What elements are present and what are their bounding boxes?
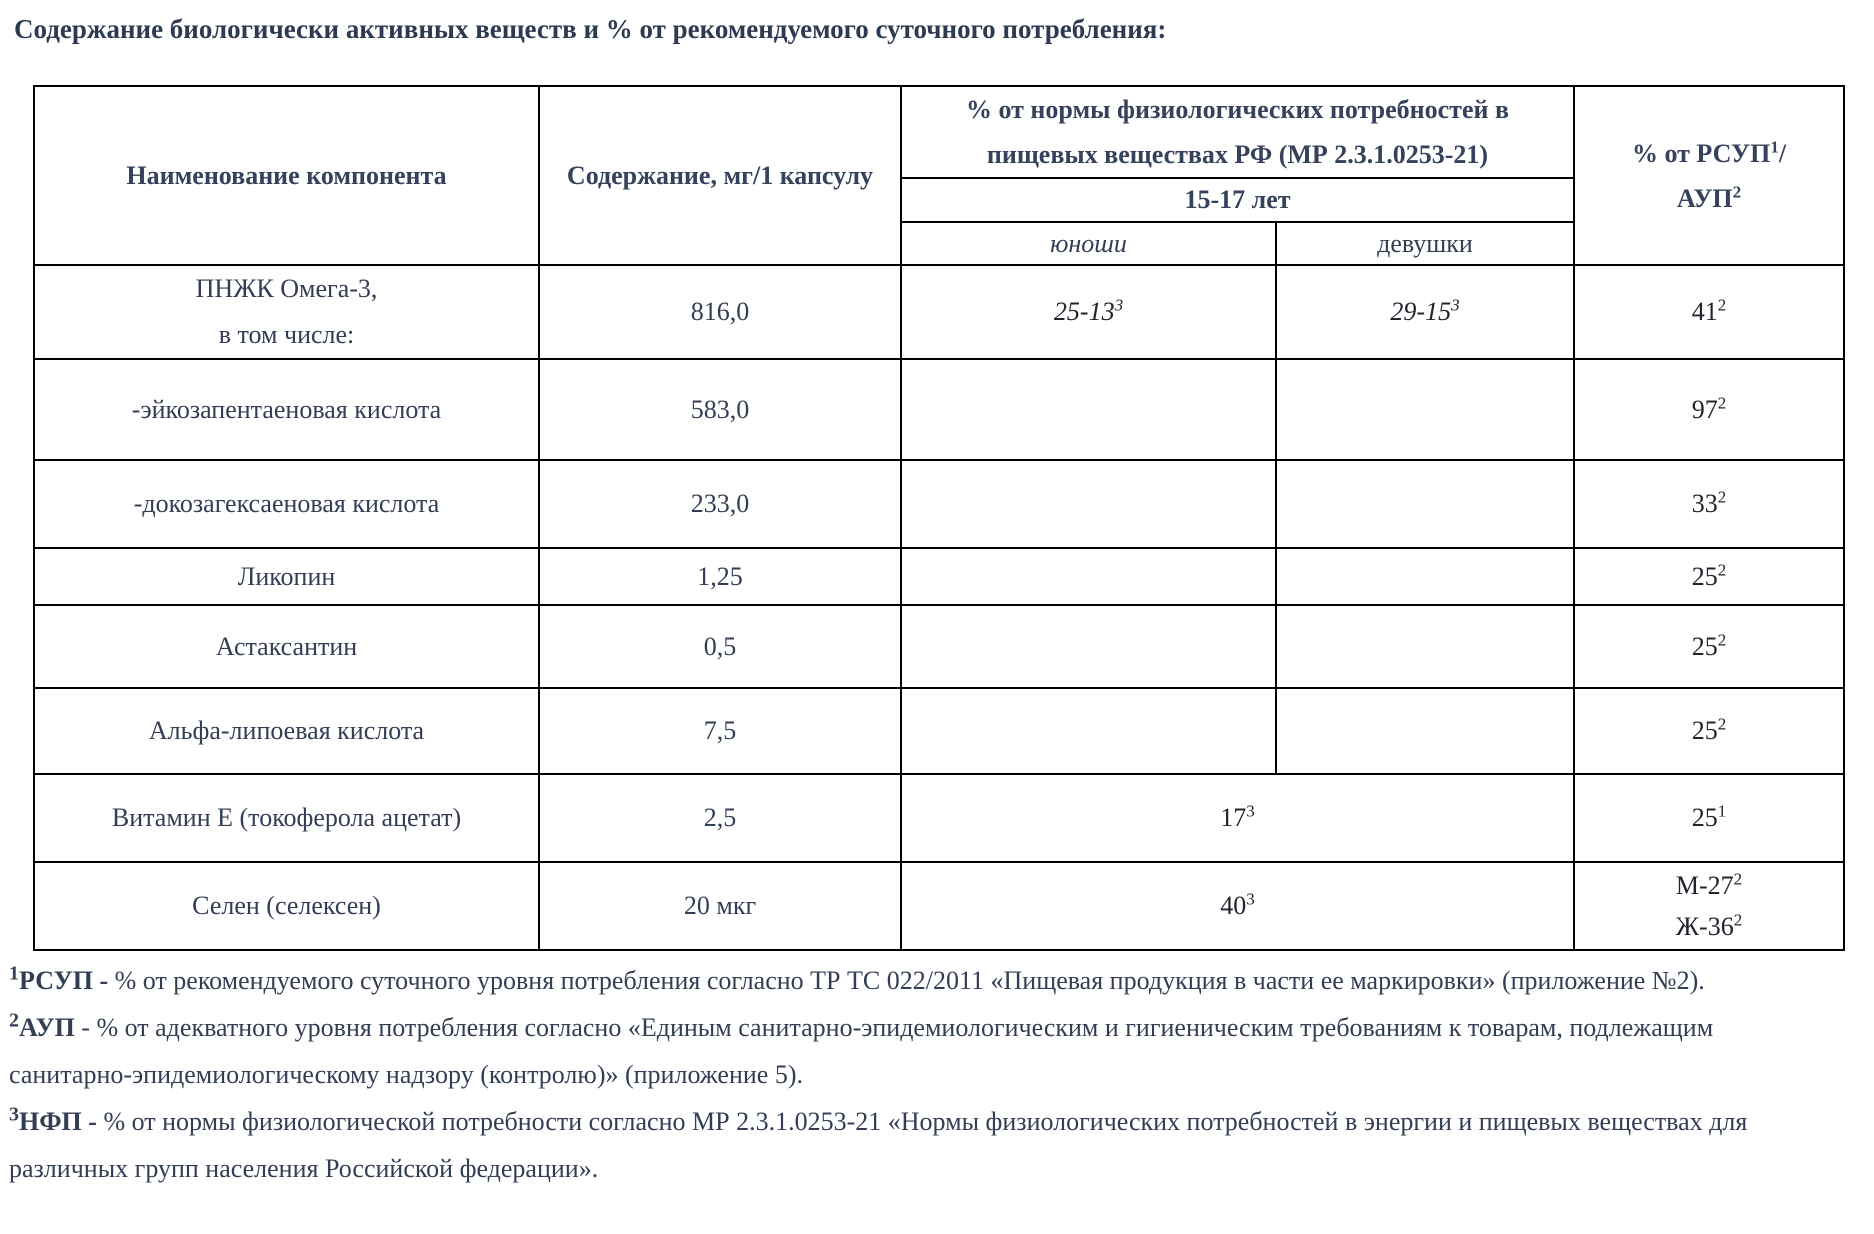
header-girls: девушки [1276,222,1574,265]
footnote-aup-line2: санитарно-эпидемиологическому надзору (контролю)» (приложение 5). [9,1060,803,1089]
name-line1: ПНЖК Омега-3, [195,274,378,303]
footnote-nfp-line2: различных групп населения Российской федерации». [9,1154,599,1183]
header-norm-line1: % от нормы физиологических потребностей в [965,95,1510,124]
cell-boys: $25-13^3$ [901,265,1276,359]
name-line2: в том числе: [218,320,355,349]
cell-rsup: $25^2$ [1574,548,1844,605]
cell-merged-norm: $40^3$ [901,862,1574,950]
cell-girls [1276,548,1574,605]
row-ala [34,688,1844,774]
cell-girls [1276,688,1574,774]
cell-boys [901,605,1276,688]
footnote-rsup: $^1$РСУП - % от рекомендуемого суточного уровня потребления согласно ТР ТС 022/2011 «Пищевая продукция в части ее маркировки» (приложение №2). [9,962,1705,995]
footnotes [9,957,1874,1192]
cell-girls [1276,359,1574,460]
header-rsup-sup: 1 [1770,136,1779,156]
cell-name: Альфа-липоевая кислота [34,688,539,774]
nutrition-table [33,85,1845,951]
cell-rsup: $33^2$ [1574,460,1844,548]
cell-rsup: $25^2$ [1574,688,1844,774]
header-norm-line2: пищевых веществах РФ (МР 2.3.1.0253-21) [986,140,1489,169]
header-norm-title [901,86,1574,178]
cell-name: -докозагексаеновая кислота [34,460,539,548]
cell-name: Астаксантин [34,605,539,688]
header-rsup-aup [1574,86,1844,265]
cell-name: Ликопин [34,548,539,605]
row-selenium [34,862,1844,950]
cell-name: -эйкозапентаеновая кислота [34,359,539,460]
cell-rsup: $25^2$ [1574,605,1844,688]
page-title: Содержание биологически активных веществ и % от рекомендуемого суточного потребления: [14,14,1167,44]
cell-name [34,265,539,359]
header-component: Наименование компонента [34,86,539,265]
cell-rsup: $25^1$ [1574,774,1844,862]
cell-content: 233,0 [539,460,901,548]
header-aup-base: АУП [1676,183,1733,213]
cell-content: 7,5 [539,688,901,774]
cell-boys [901,548,1276,605]
cell-content: 1,25 [539,548,901,605]
row-dha [34,460,1844,548]
cell-content: 0,5 [539,605,901,688]
cell-content: 2,5 [539,774,901,862]
header-boys: юноши [901,222,1276,265]
row-astaxanthin [34,605,1844,688]
header-aup-sup: 2 [1732,181,1742,201]
cell-merged-norm: $17^3$ [901,774,1574,862]
cell-rsup: $97^2$ [1574,359,1844,460]
header-age-group: 15-17 лет [901,178,1574,222]
cell-girls [1276,460,1574,548]
cell-boys [901,359,1276,460]
row-lycopene [34,548,1844,605]
cell-rsup: $М-27^2$ $Ж-36^2$ [1574,862,1844,950]
cell-girls: $29-15^3$ [1276,265,1574,359]
header-rsup-tail: / [1778,138,1787,168]
footnote-nfp: $^3$НФП - % от нормы физиологической потребности согласно МР 2.3.1.0253-21 «Нормы физиологических потребностей в энергии и пищевых веществах для [9,1103,1748,1136]
row-vitamin-e [34,774,1844,862]
footnote-aup: $^2$АУП - % от адекватного уровня потребления согласно «Единым санитарно-эпидемиологическим и гигиеническим требованиям к товарам, подлежащим [9,1009,1714,1042]
row-epa [34,359,1844,460]
cell-name: Селен (селексен) [34,862,539,950]
cell-content: 20 мкг [539,862,901,950]
header-rsup-base: % от РСУП [1631,138,1771,168]
cell-boys [901,460,1276,548]
row-omega3 [34,265,1844,359]
cell-rsup: $41^2$ [1574,265,1844,359]
cell-content: 816,0 [539,265,901,359]
cell-boys [901,688,1276,774]
cell-girls [1276,605,1574,688]
cell-content: 583,0 [539,359,901,460]
header-content-per-capsule: Содержание, мг/1 капсулу [539,86,901,265]
header-row-main [34,86,1844,178]
cell-name: Витамин Е (токоферола ацетат) [34,774,539,862]
